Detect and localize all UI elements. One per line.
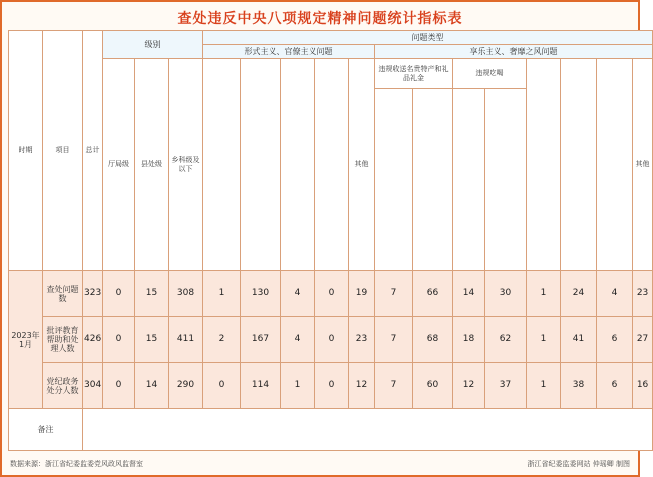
formalism-col-2 bbox=[241, 59, 281, 271]
value-cell: 24 bbox=[561, 271, 597, 317]
data-source: 数据来源：浙江省纪委监委党风政风监督室 bbox=[10, 460, 143, 468]
problem-type-header: 问题类型 bbox=[203, 31, 653, 45]
value-cell: 62 bbox=[485, 317, 527, 363]
value-cell: 15 bbox=[135, 271, 169, 317]
value-cell: 14 bbox=[453, 271, 485, 317]
value-cell: 14 bbox=[135, 363, 169, 409]
footer bbox=[10, 459, 630, 469]
gift-col-1 bbox=[375, 89, 413, 271]
hedonism-col-6 bbox=[561, 59, 597, 271]
value-cell: 12 bbox=[349, 363, 375, 409]
dining-col-2 bbox=[485, 89, 527, 271]
formalism-group-header: 形式主义、官僚主义问题 bbox=[203, 45, 375, 59]
note-label: 备注 bbox=[9, 409, 83, 451]
value-cell: 167 bbox=[241, 317, 281, 363]
value-cell: 0 bbox=[103, 363, 135, 409]
sheet-title: 查处违反中央八项规定精神问题统计指标表 bbox=[177, 11, 463, 27]
value-cell: 12 bbox=[453, 363, 485, 409]
formalism-col-1 bbox=[203, 59, 241, 271]
level-bureau-header: 厅局级 bbox=[103, 59, 135, 271]
gift-col-2 bbox=[413, 89, 453, 271]
hedonism-col-7 bbox=[597, 59, 633, 271]
value-cell: 0 bbox=[315, 363, 349, 409]
value-cell: 1 bbox=[281, 363, 315, 409]
total-header: 总计 bbox=[83, 31, 103, 271]
gift-group-header: 违规收送名贵特产和礼品礼金 bbox=[375, 59, 453, 89]
level-county-header: 县处级 bbox=[135, 59, 169, 271]
hedonism-col-5 bbox=[527, 59, 561, 271]
dining-group-header: 违规吃喝 bbox=[453, 59, 527, 89]
total-value: 304 bbox=[83, 363, 103, 409]
value-cell: 290 bbox=[169, 363, 203, 409]
value-cell: 23 bbox=[633, 271, 653, 317]
value-cell: 7 bbox=[375, 317, 413, 363]
value-cell: 41 bbox=[561, 317, 597, 363]
credit: 浙江省纪委监委网站 仲瑶卿 制图 bbox=[527, 460, 630, 468]
value-cell: 411 bbox=[169, 317, 203, 363]
value-cell: 2 bbox=[203, 317, 241, 363]
value-cell: 68 bbox=[413, 317, 453, 363]
value-cell: 7 bbox=[375, 363, 413, 409]
formalism-other-header: 其他 bbox=[349, 59, 375, 271]
row-label: 查处问题数 bbox=[43, 271, 83, 317]
formalism-col-3 bbox=[281, 59, 315, 271]
dining-col-1 bbox=[453, 89, 485, 271]
value-cell: 1 bbox=[203, 271, 241, 317]
value-cell: 130 bbox=[241, 271, 281, 317]
value-cell: 6 bbox=[597, 363, 633, 409]
value-cell: 4 bbox=[597, 271, 633, 317]
value-cell: 7 bbox=[375, 271, 413, 317]
value-cell: 37 bbox=[485, 363, 527, 409]
value-cell: 4 bbox=[281, 271, 315, 317]
value-cell: 60 bbox=[413, 363, 453, 409]
value-cell: 15 bbox=[135, 317, 169, 363]
value-cell: 30 bbox=[485, 271, 527, 317]
stats-table bbox=[8, 30, 653, 451]
value-cell: 6 bbox=[597, 317, 633, 363]
formalism-col-4 bbox=[315, 59, 349, 271]
total-value: 323 bbox=[83, 271, 103, 317]
value-cell: 19 bbox=[349, 271, 375, 317]
value-cell: 0 bbox=[315, 317, 349, 363]
period-header: 时期 bbox=[9, 31, 43, 271]
value-cell: 27 bbox=[633, 317, 653, 363]
hedonism-other-header: 其他 bbox=[633, 59, 653, 271]
value-cell: 114 bbox=[241, 363, 281, 409]
value-cell: 0 bbox=[203, 363, 241, 409]
row-label: 批评教育帮助和处理人数 bbox=[43, 317, 83, 363]
value-cell: 0 bbox=[103, 317, 135, 363]
level-township-header: 乡科级及以下 bbox=[169, 59, 203, 271]
value-cell: 0 bbox=[315, 271, 349, 317]
value-cell: 16 bbox=[633, 363, 653, 409]
value-cell: 0 bbox=[103, 271, 135, 317]
value-cell: 66 bbox=[413, 271, 453, 317]
value-cell: 1 bbox=[527, 363, 561, 409]
value-cell: 1 bbox=[527, 271, 561, 317]
value-cell: 308 bbox=[169, 271, 203, 317]
item-header: 项目 bbox=[43, 31, 83, 271]
note-text bbox=[83, 409, 653, 451]
value-cell: 1 bbox=[527, 317, 561, 363]
value-cell: 18 bbox=[453, 317, 485, 363]
value-cell: 38 bbox=[561, 363, 597, 409]
value-cell: 23 bbox=[349, 317, 375, 363]
hedonism-group-header: 享乐主义、奢靡之风问题 bbox=[375, 45, 653, 59]
total-value: 426 bbox=[83, 317, 103, 363]
value-cell: 4 bbox=[281, 317, 315, 363]
period-cell: 2023年1月 bbox=[9, 271, 43, 409]
row-label: 党纪政务处分人数 bbox=[43, 363, 83, 409]
level-group-header: 级别 bbox=[103, 31, 203, 59]
